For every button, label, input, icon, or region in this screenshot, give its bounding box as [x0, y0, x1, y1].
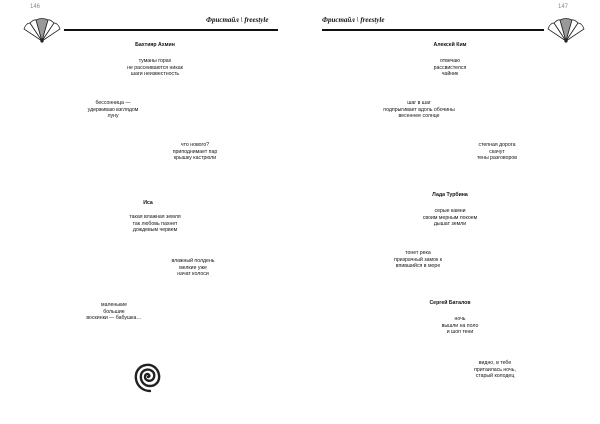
poem: бессонница — удерживаю взглядом луну — [87, 100, 139, 120]
left-page-number: 146 — [30, 4, 41, 10]
spiral-icon — [128, 356, 168, 396]
right-header-rule — [322, 29, 544, 31]
poem: видно, в тебе притаилась ночь, старый колодец — [474, 360, 516, 380]
poem: такая влажная земля так любовь пахнет дождевым червем — [129, 214, 181, 234]
poem: влажный полдень мелкие уже начат колоси — [171, 258, 215, 278]
fan-ornament-icon — [546, 17, 586, 43]
poem: туманы горах не рассеиваются никак шаги неизвестность — [127, 58, 183, 78]
poem: маленькие большие воскинки — бабушка… — [86, 302, 142, 322]
right-header: Фристайл \ freestyle — [322, 16, 385, 24]
author-name: Лада Турбина — [432, 192, 468, 198]
author-name: Иса — [143, 200, 153, 206]
poem: отвечаю рассвистелся чайник — [433, 58, 467, 78]
left-header: Фристайл \ freestyle — [206, 16, 269, 24]
right-page — [300, 0, 600, 424]
poem: серые камни своим мерным покоем дышат земли — [422, 208, 478, 228]
left-header-rule — [64, 29, 278, 31]
right-page-number: 147 — [558, 4, 569, 10]
poem: тонет река призрачный замок к впившийся в море — [394, 250, 442, 270]
author-name: Бахтияр Ахмин — [135, 42, 175, 48]
poem: что нового? приподнимает пар крышку кастрюли — [172, 142, 218, 162]
poem: степная дорога скачут тены разговоров — [476, 142, 518, 162]
poem: ночь вышли на поло и шоп тени — [441, 316, 479, 336]
author-name: Алексей Ким — [433, 42, 467, 48]
author-name: Сергей Баталов — [429, 300, 471, 306]
poem: шаг в шаг подпрыгивает вдоль обочины весеннее солнце — [383, 100, 455, 120]
fan-ornament-icon — [22, 17, 62, 43]
